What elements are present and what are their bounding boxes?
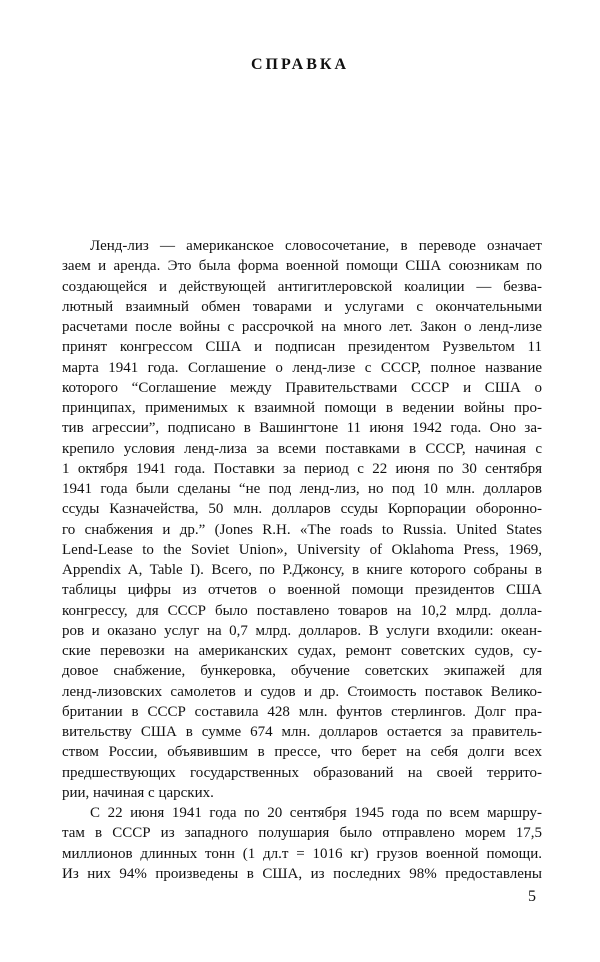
text-line: 1 октября 1941 года. Поставки за период с 22 июня по 30 сентября bbox=[62, 460, 542, 477]
text-line: таблицы цифры из отчетов о военной помощи президентов США bbox=[62, 582, 542, 599]
text-line: заем и аренда. Это была форма военной помощи США союзникам по bbox=[62, 258, 542, 275]
text-line: ров и оказано услуг на 0,7 млрд. долларов. В услуги входили: океан- bbox=[62, 622, 542, 639]
text-line: вительству США в сумме 674 млн. долларов остается за правитель- bbox=[62, 724, 542, 740]
text-line: ленд-лизовских самолетов и судов и др. Стоимость поставок Велико- bbox=[62, 683, 542, 700]
text-line: принципах, применимых к взаимной помощи в ведении войны про- bbox=[62, 400, 542, 416]
text-line: Appendix A, Table I). Всего, по Р.Джонсу, в книге которого собраны в bbox=[62, 562, 542, 578]
text-line: лютный взаимный обмен товарами и услугами с окончательными bbox=[62, 298, 542, 315]
text-line: го снабжения и др.” (Jones R.H. «The roads to Russia. United States bbox=[62, 521, 542, 538]
text-line: крепило условия ленд-лиза за всеми поставками в СССР, начиная с bbox=[62, 440, 542, 457]
page-title: СПРАВКА bbox=[250, 56, 350, 73]
text-line: конгрессу, для СССР было поставлено товаров на 10,2 млрд. долла- bbox=[62, 602, 542, 619]
text-line: рии, начиная с царских. bbox=[62, 784, 214, 801]
text-line: С 22 июня 1941 года по 20 сентября 1945 года по всем маршру- bbox=[90, 805, 542, 821]
paragraph bbox=[62, 803, 542, 884]
text-line: создающейся и действующей антигитлеровской коалиции — безва- bbox=[62, 278, 542, 295]
text-line: ством России, объявившим в прессе, что берет на себя долги всех bbox=[62, 744, 542, 761]
text-line: марта 1941 года. Соглашение о ленд-лизе с СССР, полное название bbox=[62, 359, 542, 376]
page-number: 5 bbox=[528, 888, 536, 905]
text-line: Из них 94% произведены в США, из последних 98% предоставлены bbox=[62, 865, 542, 882]
text-line: принят конгрессом США и подписан президентом Рузвельтом 11 bbox=[62, 339, 542, 356]
body-text bbox=[62, 236, 542, 884]
text-line: которого “Соглашение между Правительствами СССР и США о bbox=[62, 379, 542, 396]
text-line: ссуды Казначейства, 50 млн. долларов ссуды Корпорации оборонно- bbox=[62, 501, 542, 518]
text-line: расчетами после войны с рассрочкой на много лет. Закон о ленд-лизе bbox=[62, 319, 542, 335]
text-line: британии в СССР составила 428 млн. фунтов стерлингов. Долг пра- bbox=[62, 703, 542, 720]
text-line: тив агрессии”, подписано в Вашингтоне 11 июня 1942 года. Оно за- bbox=[62, 420, 542, 437]
text-line: миллионов длинных тонн (1 дл.т = 1016 кг) грузов военной помощи. bbox=[62, 845, 542, 862]
text-line: предшествующих государственных образований на своей террито- bbox=[62, 764, 542, 781]
text-line: Lend-Lease to the Soviet Union», University of Oklahoma Press, 1969, bbox=[62, 541, 542, 558]
text-line: ские перевозки на американских судах, ремонт советских судов, су- bbox=[62, 643, 542, 659]
text-line: 1941 года были сделаны “не под ленд-лиз, но под 10 млн. долларов bbox=[62, 481, 542, 497]
text-line: Ленд-лиз — американское словосочетание, в переводе означает bbox=[90, 238, 542, 254]
text-line: там в СССР из западного полушария было отправлено морем 17,5 bbox=[62, 825, 542, 842]
paragraph bbox=[62, 236, 542, 803]
text-line: довое снабжение, бункеровка, обучение советских экипажей для bbox=[62, 663, 542, 680]
